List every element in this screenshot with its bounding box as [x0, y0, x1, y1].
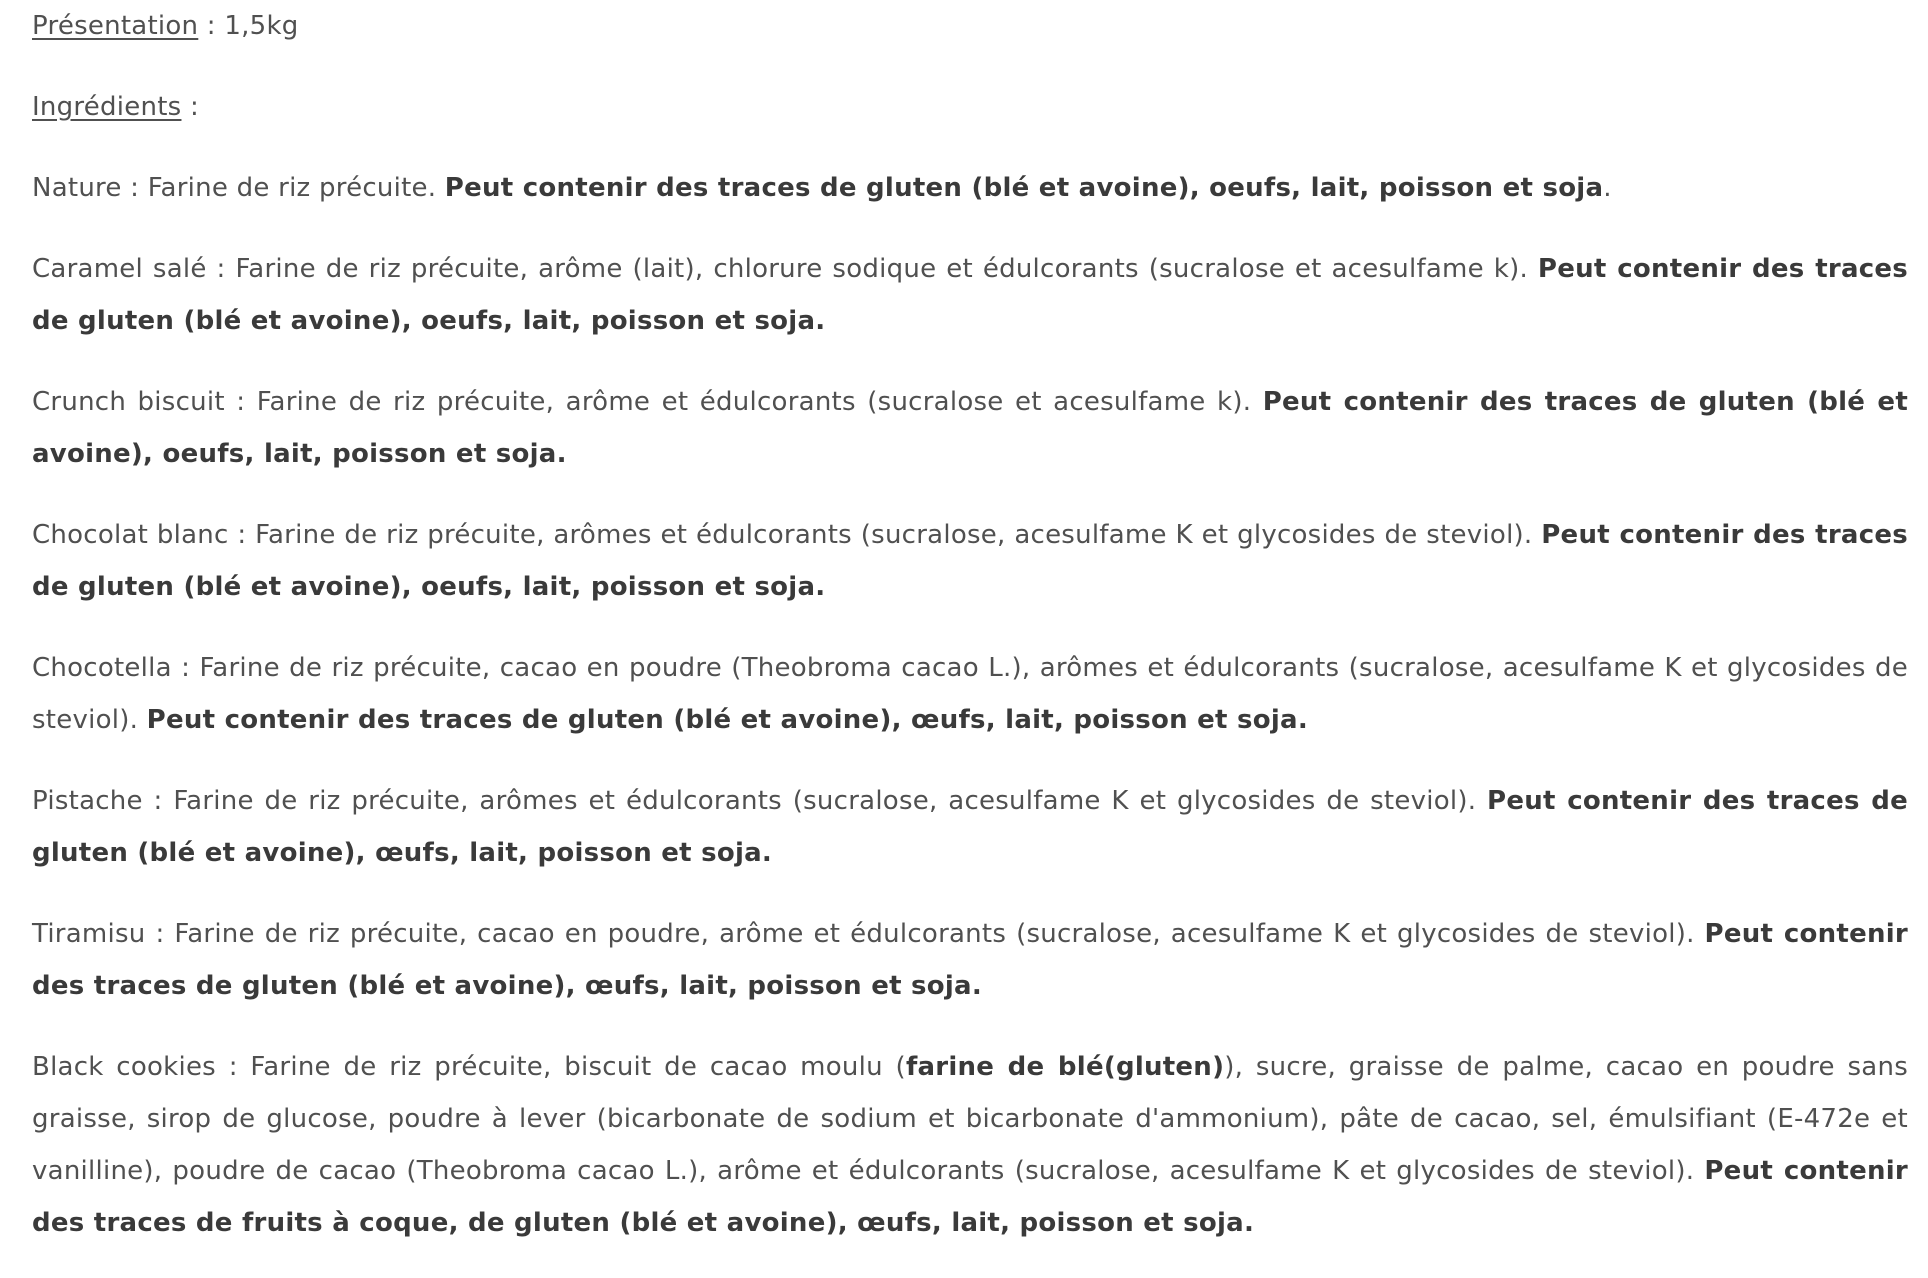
allergen-warning: Peut contenir des traces de gluten (blé et avoine), œufs, lait, poisson et soja.	[32, 786, 1909, 868]
ingredients-separator: :	[181, 92, 199, 122]
allergen-gluten: farine de blé(gluten)	[905, 1052, 1225, 1082]
allergen-warning: Peut contenir des traces de gluten (blé et avoine), oeufs, lait, poisson et soja	[444, 173, 1604, 203]
flavour-ingredients: : Farine de riz précuite, cacao en poudre, arôme et édulcorants (sucralose, acesulfame K et glycosides de steviol).	[145, 919, 1705, 949]
flavour-ingredients-continued: ), sucre, graisse de palme, cacao en poudre sans graisse, sirop de glucose, poudre à lever (bicarbonate de sodium et bicarbonate d'ammonium), pâte de cacao, sel, émulsifiant (E-472e et vanilline), poudre de cacao (Theobroma cacao L.), arôme et édulcorants (sucralose, acesulfame K et glycosides de steviol).	[32, 1052, 1908, 1186]
flavour-tail: .	[1603, 173, 1612, 203]
presentation-line	[32, 0, 1908, 52]
ingredients-label: Ingrédients	[32, 92, 182, 122]
presentation-value: 1,5kg	[224, 11, 299, 41]
flavour-black-cookies	[32, 1041, 1908, 1249]
flavour-ingredients: : Farine de riz précuite, arômes et édulcorants (sucralose, acesulfame K et glycosides de steviol).	[228, 520, 1542, 550]
flavour-name: Tiramisu	[32, 919, 146, 949]
ingredients-heading	[32, 81, 1908, 133]
allergen-warning: Peut contenir des traces de fruits à coque, de gluten (blé et avoine), œufs, lait, poisson et soja.	[32, 1156, 1908, 1238]
flavour-ingredients: : Farine de riz précuite, biscuit de cacao moulu (	[215, 1052, 906, 1082]
flavour-name: Caramel salé	[32, 254, 207, 284]
flavour-crunch-biscuit	[32, 376, 1908, 480]
flavour-tiramisu	[32, 908, 1908, 1012]
flavour-ingredients: : Farine de riz précuite, cacao en poudre (Theobroma cacao L.), arômes et édulcorants (sucralose, acesulfame K et glycosides de steviol).	[32, 653, 1908, 735]
allergen-warning: Peut contenir des traces de gluten (blé et avoine), oeufs, lait, poisson et soja.	[32, 387, 1908, 469]
presentation-separator: :	[198, 11, 225, 41]
flavour-ingredients: : Farine de riz précuite.	[121, 173, 445, 203]
flavour-chocotella	[32, 642, 1908, 746]
flavour-ingredients: : Farine de riz précuite, arômes et édulcorants (sucralose, acesulfame K et glycosides de steviol).	[142, 786, 1488, 816]
flavour-name: Crunch biscuit	[32, 387, 225, 417]
presentation-label: Présentation	[32, 11, 199, 41]
allergen-warning: Peut contenir des traces de gluten (blé et avoine), oeufs, lait, poisson et soja.	[32, 520, 1909, 602]
product-description	[32, 0, 1908, 1278]
flavour-ingredients: : Farine de riz précuite, arôme (lait), chlorure sodique et édulcorants (sucralose et acesulfame k).	[206, 254, 1538, 284]
flavour-name: Chocotella	[32, 653, 172, 683]
flavour-name: Pistache	[32, 786, 143, 816]
flavour-name: Nature	[32, 173, 122, 203]
flavour-name: Chocolat blanc	[32, 520, 229, 550]
allergen-warning: Peut contenir des traces de gluten (blé et avoine), œufs, lait, poisson et soja.	[32, 919, 1908, 1001]
flavour-chocolat-blanc	[32, 509, 1908, 613]
flavour-pistache	[32, 775, 1908, 879]
allergen-warning: Peut contenir des traces de gluten (blé et avoine), œufs, lait, poisson et soja.	[146, 705, 1308, 735]
flavour-nature	[32, 162, 1908, 214]
flavour-caramel-sale	[32, 243, 1908, 347]
flavour-ingredients: : Farine de riz précuite, arôme et édulcorants (sucralose et acesulfame k).	[224, 387, 1263, 417]
flavour-name: Black cookies	[32, 1052, 216, 1082]
allergen-warning: Peut contenir des traces de gluten (blé et avoine), oeufs, lait, poisson et soja.	[32, 254, 1909, 336]
